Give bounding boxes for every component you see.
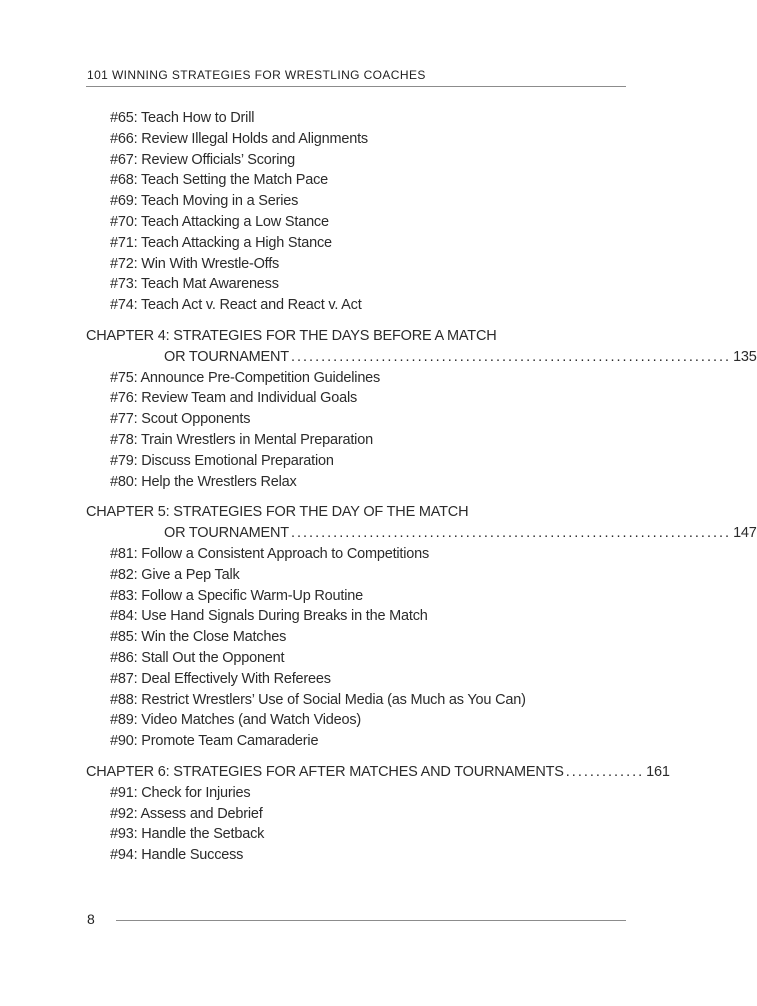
toc-item: #84: Use Hand Signals During Breaks in the Match — [110, 608, 428, 625]
chapter-5-heading — [86, 502, 757, 544]
toc-item: #73: Teach Mat Awareness — [110, 276, 279, 293]
toc-item: #74: Teach Act v. React and React v. Act — [110, 297, 362, 314]
running-head: 101 WINNING STRATEGIES FOR WRESTLING COACHES — [87, 68, 426, 82]
toc-item: #93: Handle the Setback — [110, 826, 265, 843]
toc-group-d — [86, 783, 626, 866]
toc-item: #81: Follow a Consistent Approach to Competitions — [110, 545, 430, 562]
table-of-contents — [86, 108, 757, 866]
leader-dots: ......................................................................... — [290, 348, 732, 365]
chapter-5-title-line2: OR TOURNAMENT — [164, 525, 289, 542]
toc-item: #86: Stall Out the Opponent — [110, 649, 285, 666]
toc-item: #91: Check for Injuries — [110, 784, 251, 801]
toc-item: #87: Deal Effectively With Referees — [110, 670, 331, 687]
toc-item: #75: Announce Pre-Competition Guidelines — [110, 369, 381, 386]
toc-item: #92: Assess and Debrief — [110, 805, 263, 822]
toc-item: #79: Discuss Emotional Preparation — [110, 452, 334, 469]
toc-group-c — [86, 544, 626, 752]
toc-item: #72: Win With Wrestle-Offs — [110, 255, 280, 272]
chapter-4-page: 135 — [733, 348, 757, 365]
chapter-6-page: 161 — [646, 763, 670, 780]
chapter-4-title-line2: OR TOURNAMENT — [164, 348, 289, 365]
chapter-5-title-cont — [86, 523, 757, 544]
chapter-6-title: CHAPTER 6: STRATEGIES FOR AFTER MATCHES AND TOURNAMENTS — [86, 763, 564, 780]
toc-item: #78: Train Wrestlers in Mental Preparation — [110, 431, 373, 448]
toc-item: #65: Teach How to Drill — [110, 110, 255, 126]
chapter-4-title: CHAPTER 4: STRATEGIES FOR THE DAYS BEFORE A MATCH — [86, 327, 497, 344]
toc-item: #83: Follow a Specific Warm-Up Routine — [110, 587, 363, 604]
toc-item: #66: Review Illegal Holds and Alignments — [110, 130, 368, 147]
toc-item: #82: Give a Pep Talk — [110, 566, 240, 583]
chapter-5-title: CHAPTER 5: STRATEGIES FOR THE DAY OF THE MATCH — [86, 504, 469, 521]
toc-item: #89: Video Matches (and Watch Videos) — [110, 712, 362, 729]
toc-item: #69: Teach Moving in a Series — [110, 193, 299, 210]
page-number: 8 — [87, 911, 95, 927]
toc-item: #67: Review Officials’ Scoring — [110, 151, 295, 168]
header-rule — [86, 86, 626, 87]
toc-item: #76: Review Team and Individual Goals — [110, 390, 358, 407]
toc-item: #80: Help the Wrestlers Relax — [110, 473, 297, 490]
chapter-6-heading — [86, 762, 670, 783]
footer-rule — [116, 920, 626, 921]
toc-item: #70: Teach Attacking a Low Stance — [110, 213, 329, 230]
chapter-4-heading — [86, 326, 757, 368]
leader-dots: ............. — [565, 763, 645, 780]
toc-item: #71: Teach Attacking a High Stance — [110, 234, 332, 251]
leader-dots: ......................................................................... — [290, 525, 732, 542]
toc-item: #68: Teach Setting the Match Pace — [110, 172, 329, 189]
toc-item: #88: Restrict Wrestlers’ Use of Social Media (as Much as You Can) — [110, 691, 526, 708]
toc-group-b — [86, 368, 626, 493]
chapter-4-title-cont — [86, 347, 757, 368]
toc-item: #90: Promote Team Camaraderie — [110, 733, 319, 750]
chapter-5-page: 147 — [733, 525, 757, 542]
toc-item: #77: Scout Opponents — [110, 411, 251, 428]
chapter-6-title-row — [86, 762, 670, 783]
toc-group-a — [86, 108, 626, 316]
toc-item: #85: Win the Close Matches — [110, 629, 287, 646]
toc-item: #94: Handle Success — [110, 847, 244, 864]
